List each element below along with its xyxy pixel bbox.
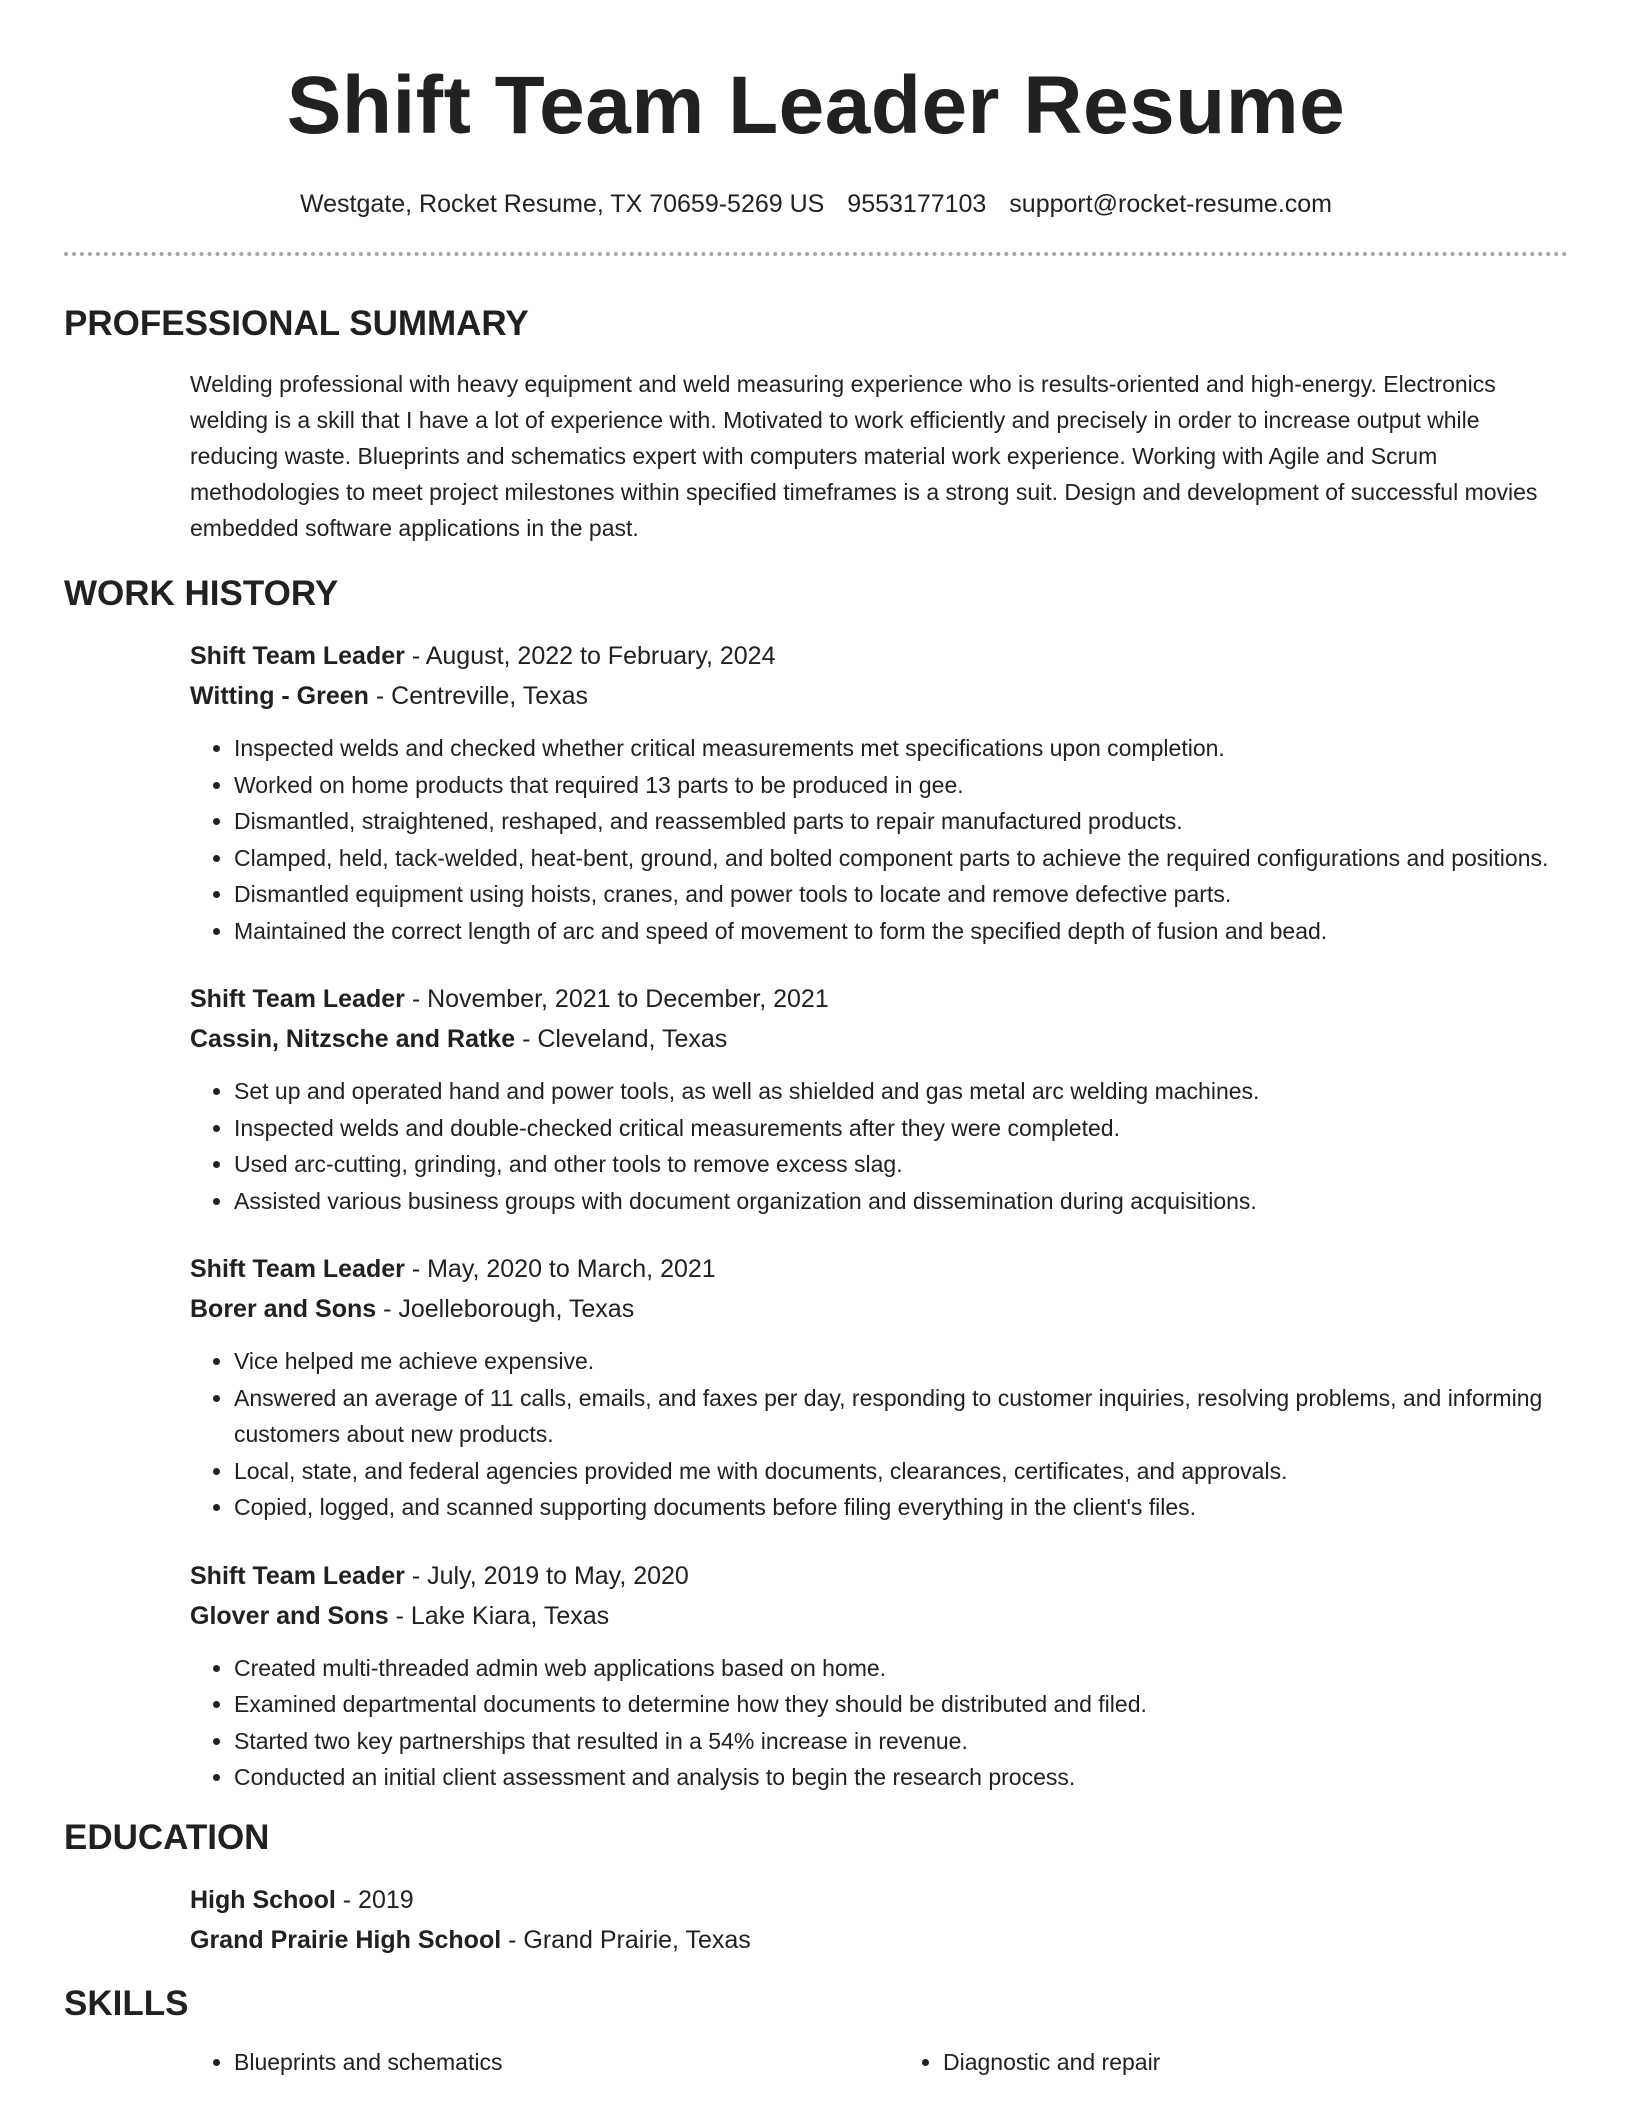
job-bullets [190, 1343, 1568, 1526]
education-degree-line [190, 1880, 1568, 1920]
job-dates: - August, 2022 to February, 2024 [404, 642, 776, 670]
education-school-line [190, 1920, 1568, 1960]
skills-heading: SKILLS [64, 1983, 189, 2023]
contact-phone: 9553177103 [847, 190, 987, 218]
job-bullet: • Worked on home products that required 13 parts to be produced in gee. [234, 767, 1568, 804]
job-entry [190, 1556, 1568, 1796]
job-bullets [190, 1073, 1568, 1219]
job-title-line [190, 979, 1568, 1019]
job-bullet: • Copied, logged, and scanned supporting documents before filing everything in the client's files. [234, 1489, 1568, 1526]
education-degree: High School [190, 1885, 336, 1914]
skills-column-left [190, 2044, 859, 2080]
skills-list [190, 2044, 1568, 2080]
job-bullets [190, 730, 1568, 949]
job-title-line [190, 1249, 1568, 1289]
education-entry [190, 1880, 1568, 1960]
job-bullet: • Started two key partnerships that resulted in a 54% increase in revenue. [234, 1723, 1568, 1760]
job-bullet: • Created multi-threaded admin web applications based on home. [234, 1650, 1568, 1687]
job-location: - Joelleborough, Texas [376, 1295, 635, 1323]
job-role: Shift Team Leader [190, 1255, 405, 1283]
job-bullet: • Vice helped me achieve expensive. [234, 1343, 1568, 1380]
summary-text: Welding professional with heavy equipment and weld measuring experience who is results-oriented and high-energy. Electronics welding is a skill that I have a lot of experience with. Motivated to work efficiently and precisely in order to increase output while reducing waste. Blueprints and schematics expert with computers material work experience. Working with Agile and Scrum methodologies to meet project milestones within specified timeframes is a strong suit. Design and development of successful movies embedded software applications in the past. [190, 371, 1538, 541]
job-entry [190, 636, 1568, 949]
job-company-line [190, 676, 1568, 716]
job-bullet: • Examined departmental documents to determine how they should be distributed and filed. [234, 1686, 1568, 1723]
job-dates: - May, 2020 to March, 2021 [404, 1255, 716, 1283]
skill-item: • Diagnostic and repair [943, 2044, 1568, 2080]
education-year: - 2019 [335, 1885, 414, 1914]
job-company: Glover and Sons [190, 1601, 389, 1630]
job-bullet: • Set up and operated hand and power tools, as well as shielded and gas metal arc welding machines. [234, 1073, 1568, 1110]
skills-column-right [899, 2044, 1568, 2080]
resume-header [64, 0, 1568, 220]
job-role: Shift Team Leader [190, 985, 405, 1013]
job-company: Borer and Sons [190, 1295, 377, 1323]
job-company: Witting - Green [190, 682, 369, 710]
job-company: Cassin, Nitzsche and Ratke [190, 1025, 516, 1053]
work-history-heading: WORK HISTORY [64, 574, 339, 613]
job-role: Shift Team Leader [190, 642, 405, 670]
job-location: - Lake Kiara, Texas [388, 1601, 610, 1630]
job-bullet: • Maintained the correct length of arc and speed of movement to form the specified depth of fusion and bead. [234, 913, 1568, 950]
job-location: - Cleveland, Texas [515, 1025, 728, 1053]
job-bullet: • Clamped, held, tack-welded, heat-bent, ground, and bolted component parts to achieve the required configurations and positions. [234, 840, 1568, 877]
job-role: Shift Team Leader [190, 1561, 405, 1590]
job-company-line [190, 1289, 1568, 1329]
skill-item: • Blueprints and schematics [234, 2044, 859, 2080]
job-location: - Centreville, Texas [368, 682, 589, 710]
contact-address: Westgate, Rocket Resume, TX 70659-5269 US [299, 190, 825, 218]
job-bullet: • Conducted an initial client assessment and analysis to begin the research process. [234, 1759, 1568, 1796]
job-entry [190, 979, 1568, 1219]
education-location: - Grand Prairie, Texas [501, 1925, 751, 1954]
education-heading: EDUCATION [64, 1817, 270, 1857]
work-history-list [190, 636, 1568, 1796]
contact-email[interactable]: support@rocket-resume.com [1009, 190, 1333, 218]
job-bullet: • Dismantled equipment using hoists, cranes, and power tools to locate and remove defective parts. [234, 876, 1568, 913]
job-title-line [190, 636, 1568, 676]
job-bullet: • Answered an average of 11 calls, emails, and faxes per day, responding to customer inquiries, resolving problems, and informing customers about new products. [234, 1380, 1568, 1453]
job-bullet: • Used arc-cutting, grinding, and other tools to remove excess slag. [234, 1146, 1568, 1183]
job-bullets [190, 1650, 1568, 1796]
contact-line [64, 188, 1568, 220]
job-bullet: • Assisted various business groups with document organization and dissemination during acquisitions. [234, 1183, 1568, 1220]
job-dates: - July, 2019 to May, 2020 [404, 1561, 689, 1590]
header-divider [64, 252, 1568, 256]
job-company-line [190, 1596, 1568, 1636]
education-school: Grand Prairie High School [190, 1925, 502, 1954]
job-company-line [190, 1019, 1568, 1059]
job-entry [190, 1249, 1568, 1526]
job-bullet: • Local, state, and federal agencies provided me with documents, clearances, certificates, and approvals. [234, 1453, 1568, 1490]
summary-heading: PROFESSIONAL SUMMARY [64, 304, 529, 343]
job-bullet: • Dismantled, straightened, reshaped, and reassembled parts to repair manufactured products. [234, 803, 1568, 840]
job-bullet: • Inspected welds and checked whether critical measurements met specifications upon completion. [234, 730, 1568, 767]
job-title-line [190, 1556, 1568, 1596]
resume-title: Shift Team Leader Resume [286, 60, 1346, 151]
job-bullet: • Inspected welds and double-checked critical measurements after they were completed. [234, 1110, 1568, 1147]
job-dates: - November, 2021 to December, 2021 [404, 985, 829, 1013]
